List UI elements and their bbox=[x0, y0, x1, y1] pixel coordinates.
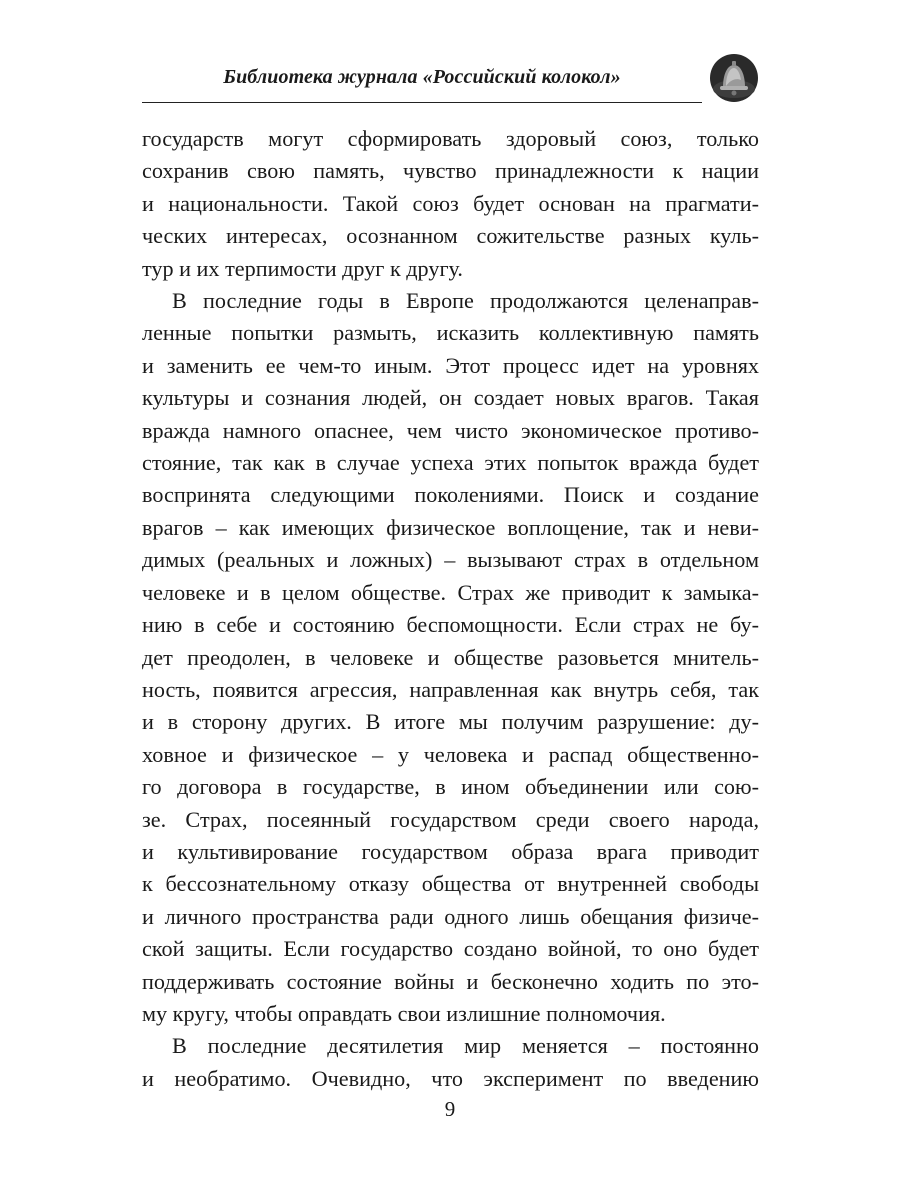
text-line: и необратимо. Очевидно, что эксперимент по введению bbox=[142, 1065, 759, 1091]
text-line: го договора в государстве, в ином объединении или сою- bbox=[142, 774, 759, 800]
body-text bbox=[142, 123, 759, 1095]
text-line: и национальности. Такой союз будет основан на прагмати- bbox=[142, 190, 759, 216]
text-line: и заменить ее чем-то иным. Этот процесс идет на уровнях bbox=[142, 352, 759, 378]
text-line: и личного пространства ради одного лишь обещания физиче- bbox=[142, 903, 759, 929]
paragraph-2 bbox=[142, 285, 759, 1030]
text-line: к бессознательному отказу общества от внутренней свободы bbox=[142, 871, 759, 897]
text-line: В последние десятилетия мир меняется – постоянно bbox=[172, 1033, 759, 1059]
text-line: поддерживать состояние войны и бесконечно ходить по это- bbox=[142, 968, 759, 994]
paragraph-3 bbox=[142, 1030, 759, 1095]
text-line: врагов – как имеющих физическое воплощение, так и неви- bbox=[142, 514, 759, 540]
text-line: ховное и физическое – у человека и распад общественно- bbox=[142, 741, 759, 767]
text-line: и культивирование государством образа врага приводит bbox=[142, 838, 759, 864]
paragraph-1 bbox=[142, 123, 759, 285]
text-line: сохранив свою память, чувство принадлежности к нации bbox=[142, 158, 759, 184]
text-line: димых (реальных и ложных) – вызывают страх в отдельном bbox=[142, 547, 759, 573]
text-line: государств могут сформировать здоровый союз, только bbox=[142, 126, 759, 151]
text-line: В последние годы в Европе продолжаются целенаправ- bbox=[172, 288, 759, 314]
page-number: 9 bbox=[444, 1097, 456, 1121]
running-header bbox=[142, 62, 702, 103]
text-line: дет преодолен, в человеке и обществе разовьется мнитель- bbox=[142, 644, 759, 670]
bell-icon bbox=[709, 53, 759, 103]
text-line: ность, появится агрессия, направленная как внутрь себя, так bbox=[142, 676, 759, 702]
text-line: воспринята следующими поколениями. Поиск и создание bbox=[142, 482, 759, 508]
text-line: нию в себе и состоянию беспомощности. Если страх не бу- bbox=[142, 612, 759, 638]
text-line: зе. Страх, посеянный государством среди своего народа, bbox=[142, 806, 759, 832]
text-line: ческих интересах, осознанном сожительстве разных куль- bbox=[142, 223, 759, 249]
text-line: ской защиты. Если государство создано войной, то оно будет bbox=[142, 936, 759, 962]
text-line: и в сторону других. В итоге мы получим разрушение: ду- bbox=[142, 709, 759, 735]
text-line: культуры и сознания людей, он создает новых врагов. Такая bbox=[142, 385, 759, 411]
text-line: тур и их терпимости друг к другу. bbox=[142, 255, 463, 281]
text-line: человеке и в целом обществе. Страх же приводит к замыка- bbox=[142, 579, 759, 605]
text-line: стояние, так как в случае успеха этих попыток вражда будет bbox=[142, 450, 759, 476]
text-line: му кругу, чтобы оправдать свои излишние полномочия. bbox=[142, 1000, 666, 1026]
text-line: вражда намного опаснее, чем чисто экономическое противо- bbox=[142, 417, 759, 443]
running-header-title: Библиотека журнала «Российский колокол» bbox=[223, 66, 621, 88]
text-line: ленные попытки размыть, исказить коллективную память bbox=[142, 320, 759, 346]
